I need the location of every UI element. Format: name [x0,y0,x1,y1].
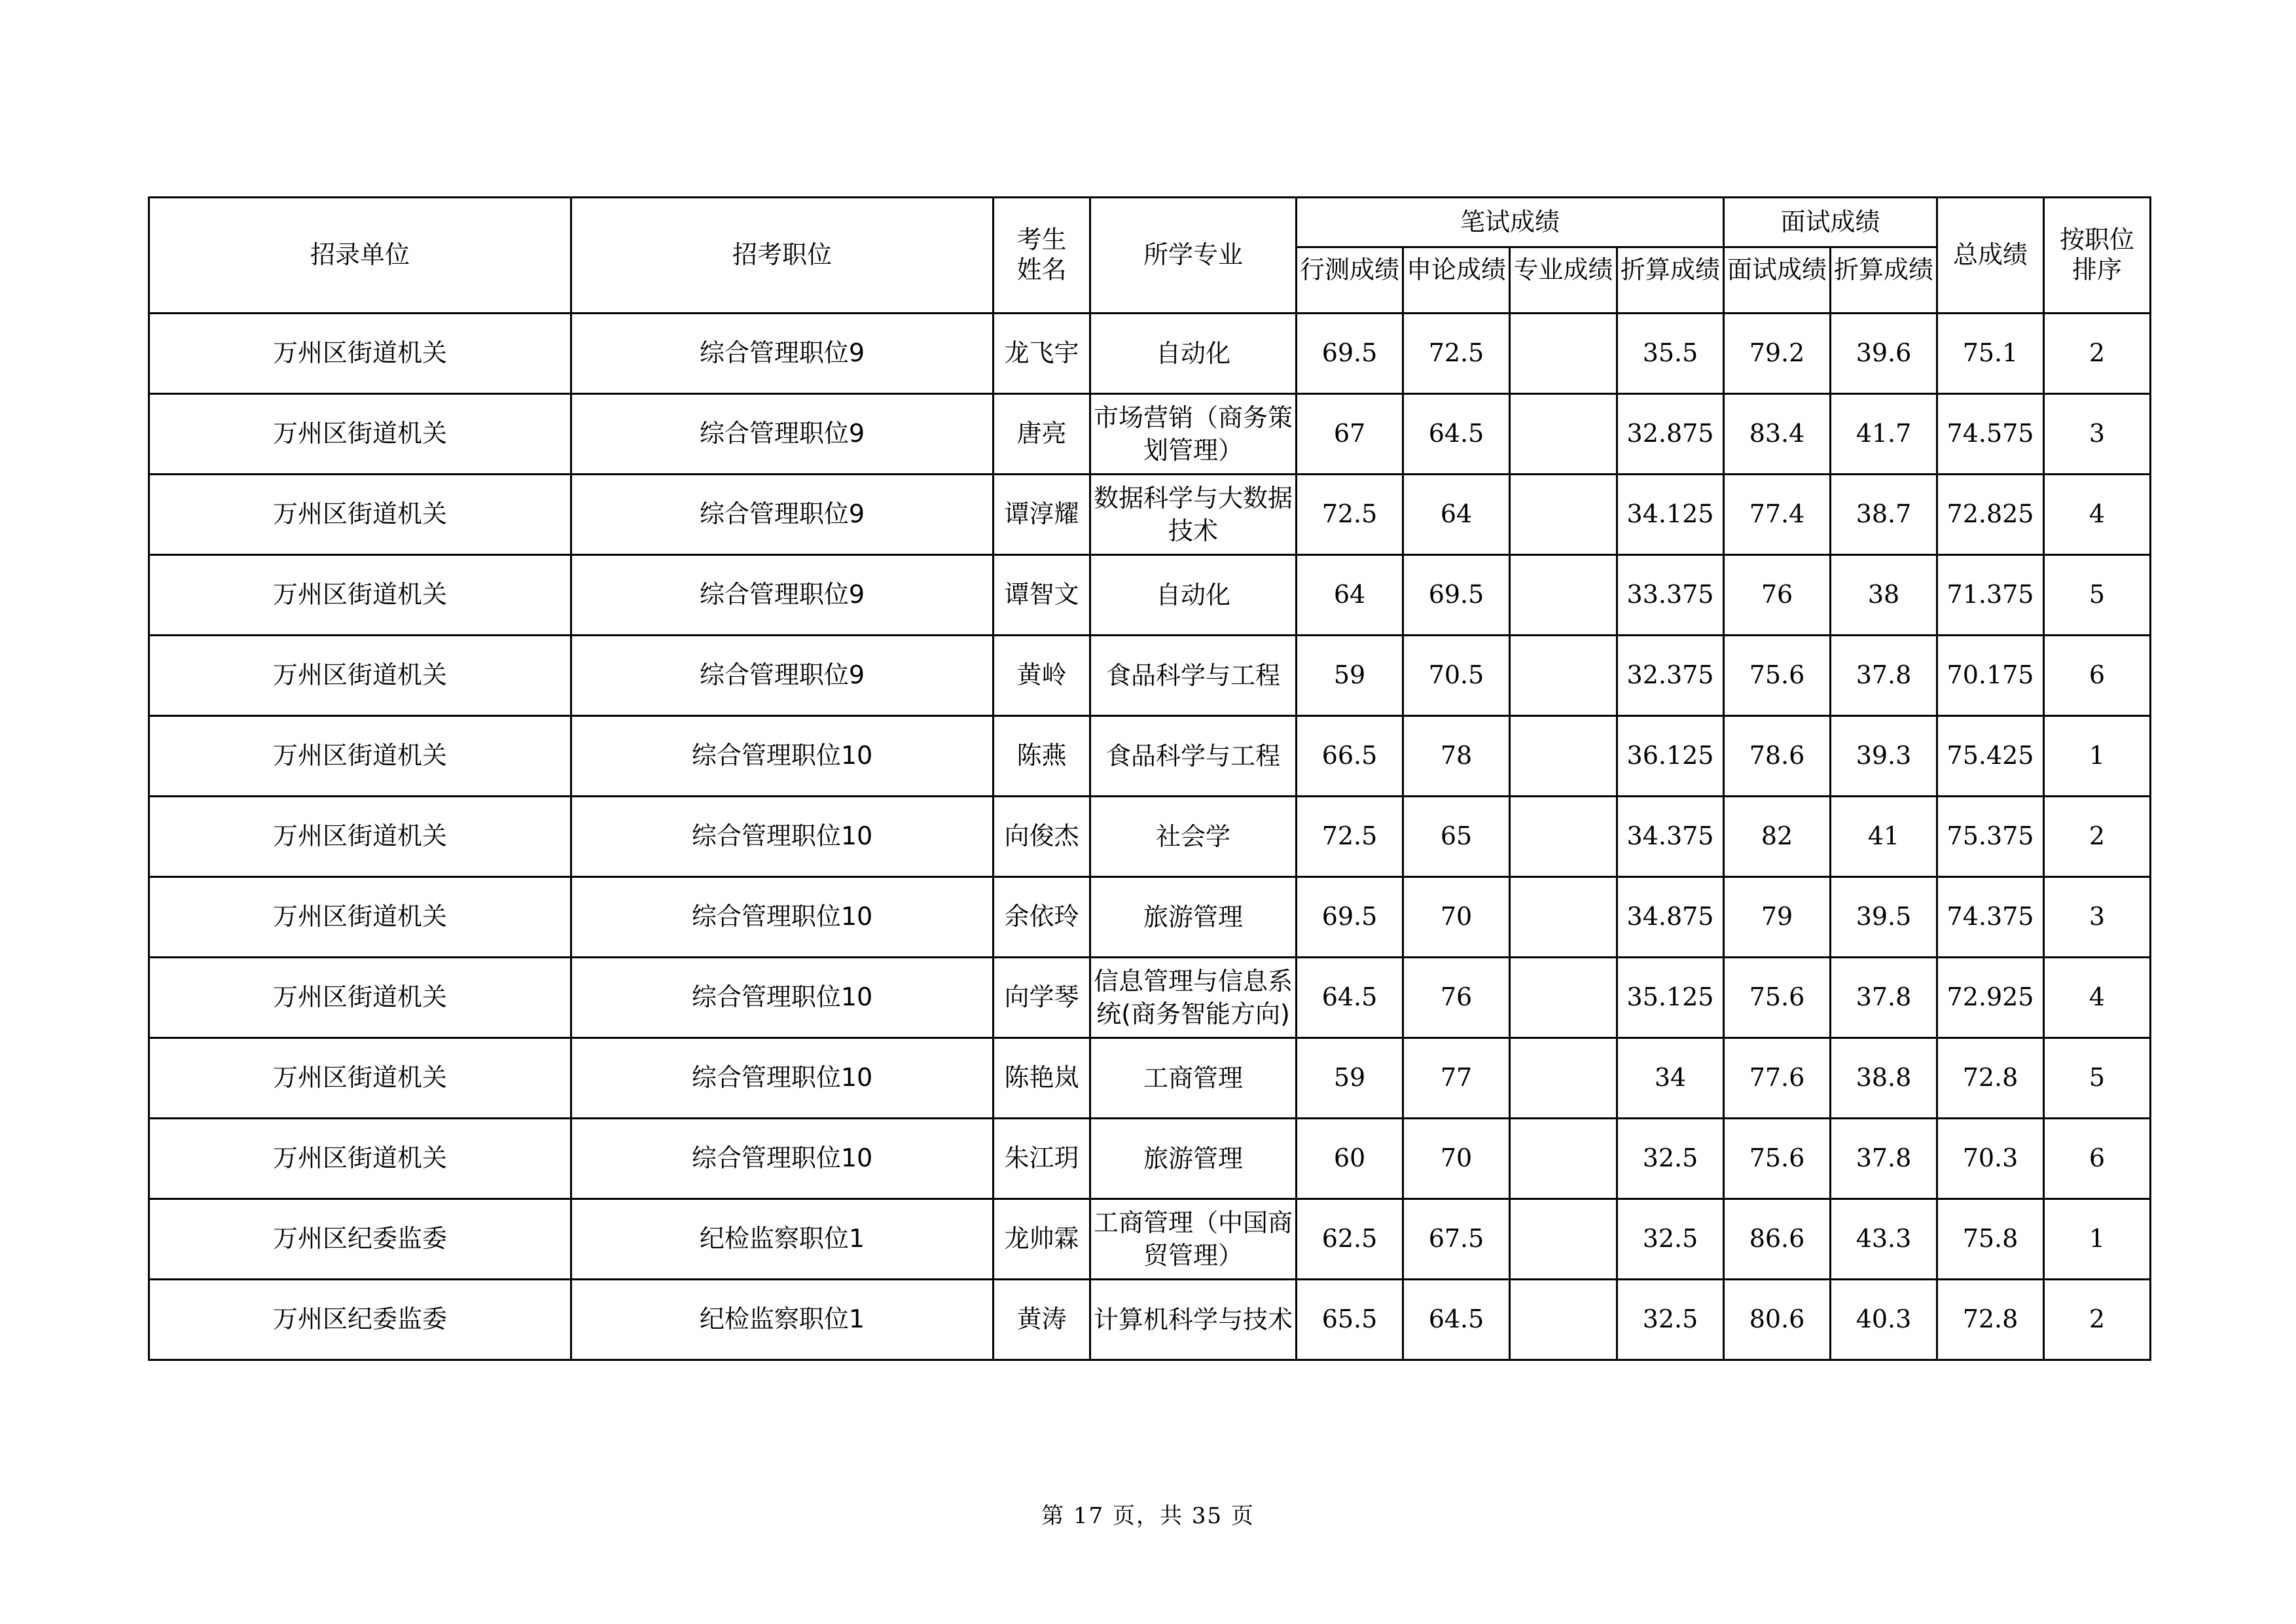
cell-zhuanye [1510,1119,1617,1199]
cell-total: 72.8 [1937,1038,2044,1119]
cell-zhuanye [1510,1199,1617,1280]
table-row [149,1280,2151,1360]
cell-interview-converted: 41 [1831,797,1937,877]
table-row [149,1119,2151,1199]
cell-shenlun: 69.5 [1403,555,1510,636]
cell-interview-converted: 41.7 [1831,394,1937,475]
cell-xingce: 64 [1297,555,1403,636]
cell-zhuanye [1510,877,1617,958]
table-row [149,797,2151,877]
header-unit: 招录单位 [149,198,571,314]
cell-interview-converted: 40.3 [1831,1280,1937,1360]
cell-xingce: 67 [1297,394,1403,475]
cell-name: 陈燕 [994,716,1090,797]
cell-interview: 82 [1724,797,1831,877]
cell-shenlun: 78 [1403,716,1510,797]
cell-total: 74.575 [1937,394,2044,475]
header-xingce: 行测成绩 [1297,247,1403,314]
cell-unit: 万州区街道机关 [149,1038,571,1119]
cell-name: 龙帅霖 [994,1199,1090,1280]
cell-rank: 6 [2044,636,2151,716]
cell-written-converted: 34.375 [1617,797,1724,877]
cell-major: 旅游管理 [1090,1119,1297,1199]
cell-interview: 86.6 [1724,1199,1831,1280]
cell-name: 龙飞宇 [994,314,1090,394]
cell-position: 综合管理职位10 [571,958,994,1038]
cell-xingce: 69.5 [1297,877,1403,958]
cell-total: 72.8 [1937,1280,2044,1360]
cell-interview-converted: 38.7 [1831,475,1937,555]
header-total: 总成绩 [1937,198,2044,314]
cell-position: 纪检监察职位1 [571,1199,994,1280]
header-written-group: 笔试成绩 [1297,198,1724,247]
cell-xingce: 59 [1297,1038,1403,1119]
cell-total: 75.1 [1937,314,2044,394]
cell-rank: 3 [2044,877,2151,958]
cell-interview: 77.6 [1724,1038,1831,1119]
header-shenlun: 申论成绩 [1403,247,1510,314]
cell-major: 工商管理 [1090,1038,1297,1119]
cell-name: 陈艳岚 [994,1038,1090,1119]
cell-major: 数据科学与大数据技术 [1090,475,1297,555]
cell-rank: 5 [2044,555,2151,636]
header-major: 所学专业 [1090,198,1297,314]
cell-major: 食品科学与工程 [1090,716,1297,797]
cell-written-converted: 32.5 [1617,1280,1724,1360]
cell-position: 综合管理职位10 [571,716,994,797]
table-row [149,394,2151,475]
table-row [149,1038,2151,1119]
cell-interview: 75.6 [1724,958,1831,1038]
header-interview-converted: 折算成绩 [1831,247,1937,314]
cell-name: 谭淳耀 [994,475,1090,555]
cell-xingce: 69.5 [1297,314,1403,394]
cell-major: 市场营销（商务策划管理） [1090,394,1297,475]
table-row [149,314,2151,394]
cell-major: 信息管理与信息系统(商务智能方向) [1090,958,1297,1038]
cell-interview: 79 [1724,877,1831,958]
cell-zhuanye [1510,475,1617,555]
cell-xingce: 65.5 [1297,1280,1403,1360]
cell-written-converted: 35.5 [1617,314,1724,394]
cell-interview-converted: 39.5 [1831,877,1937,958]
cell-shenlun: 64 [1403,475,1510,555]
cell-unit: 万州区街道机关 [149,1119,571,1199]
cell-unit: 万州区街道机关 [149,958,571,1038]
cell-unit: 万州区街道机关 [149,716,571,797]
header-position: 招考职位 [571,198,994,314]
cell-rank: 4 [2044,475,2151,555]
cell-unit: 万州区街道机关 [149,314,571,394]
cell-name: 黄涛 [994,1280,1090,1360]
cell-xingce: 72.5 [1297,797,1403,877]
cell-xingce: 60 [1297,1119,1403,1199]
cell-total: 70.3 [1937,1119,2044,1199]
cell-position: 综合管理职位9 [571,314,994,394]
cell-xingce: 72.5 [1297,475,1403,555]
table-body [149,314,2151,1360]
cell-major: 自动化 [1090,314,1297,394]
header-rank: 按职位 排序 [2044,198,2151,314]
cell-unit: 万州区街道机关 [149,475,571,555]
cell-written-converted: 32.5 [1617,1119,1724,1199]
cell-shenlun: 72.5 [1403,314,1510,394]
cell-name: 黄岭 [994,636,1090,716]
cell-unit: 万州区街道机关 [149,636,571,716]
cell-major: 食品科学与工程 [1090,636,1297,716]
table-row [149,877,2151,958]
cell-rank: 4 [2044,958,2151,1038]
cell-zhuanye [1510,797,1617,877]
cell-shenlun: 64.5 [1403,1280,1510,1360]
cell-interview: 78.6 [1724,716,1831,797]
cell-shenlun: 67.5 [1403,1199,1510,1280]
cell-position: 综合管理职位10 [571,1038,994,1119]
cell-interview: 75.6 [1724,636,1831,716]
table-row [149,636,2151,716]
cell-xingce: 62.5 [1297,1199,1403,1280]
cell-interview-converted: 38.8 [1831,1038,1937,1119]
header-interview: 面试成绩 [1724,247,1831,314]
table-row [149,555,2151,636]
cell-rank: 1 [2044,716,2151,797]
cell-position: 综合管理职位9 [571,394,994,475]
cell-major: 旅游管理 [1090,877,1297,958]
cell-zhuanye [1510,394,1617,475]
cell-unit: 万州区纪委监委 [149,1199,571,1280]
cell-name: 向学琴 [994,958,1090,1038]
cell-interview-converted: 37.8 [1831,958,1937,1038]
cell-major: 社会学 [1090,797,1297,877]
cell-interview-converted: 37.8 [1831,1119,1937,1199]
header-name: 考生 姓名 [994,198,1090,314]
cell-zhuanye [1510,314,1617,394]
cell-shenlun: 77 [1403,1038,1510,1119]
cell-zhuanye [1510,555,1617,636]
cell-interview: 79.2 [1724,314,1831,394]
cell-unit: 万州区街道机关 [149,797,571,877]
header-written-converted: 折算成绩 [1617,247,1724,314]
cell-shenlun: 70 [1403,1119,1510,1199]
cell-total: 72.825 [1937,475,2044,555]
cell-interview: 77.4 [1724,475,1831,555]
cell-written-converted: 34.875 [1617,877,1724,958]
cell-zhuanye [1510,1038,1617,1119]
cell-rank: 1 [2044,1199,2151,1280]
cell-total: 75.425 [1937,716,2044,797]
cell-total: 75.375 [1937,797,2044,877]
header-interview-group: 面试成绩 [1724,198,1937,247]
cell-written-converted: 32.5 [1617,1199,1724,1280]
cell-rank: 6 [2044,1119,2151,1199]
cell-xingce: 64.5 [1297,958,1403,1038]
cell-zhuanye [1510,958,1617,1038]
cell-interview: 76 [1724,555,1831,636]
cell-written-converted: 34 [1617,1038,1724,1119]
cell-interview-converted: 43.3 [1831,1199,1937,1280]
cell-shenlun: 76 [1403,958,1510,1038]
cell-position: 综合管理职位9 [571,475,994,555]
cell-position: 综合管理职位10 [571,877,994,958]
cell-total: 70.175 [1937,636,2044,716]
cell-position: 综合管理职位10 [571,797,994,877]
page-footer: 第 17 页，共 35 页 [1041,1503,1255,1529]
table-row [149,716,2151,797]
cell-position: 综合管理职位10 [571,1119,994,1199]
table-row [149,958,2151,1038]
cell-total: 75.8 [1937,1199,2044,1280]
cell-total: 72.925 [1937,958,2044,1038]
cell-shenlun: 64.5 [1403,394,1510,475]
cell-unit: 万州区街道机关 [149,394,571,475]
cell-interview-converted: 39.6 [1831,314,1937,394]
cell-shenlun: 70 [1403,877,1510,958]
cell-position: 纪检监察职位1 [571,1280,994,1360]
cell-unit: 万州区街道机关 [149,555,571,636]
cell-shenlun: 65 [1403,797,1510,877]
cell-major: 工商管理（中国商贸管理） [1090,1199,1297,1280]
cell-name: 朱江玥 [994,1119,1090,1199]
cell-total: 74.375 [1937,877,2044,958]
cell-name: 余依玲 [994,877,1090,958]
cell-shenlun: 70.5 [1403,636,1510,716]
cell-interview: 80.6 [1724,1280,1831,1360]
cell-total: 71.375 [1937,555,2044,636]
cell-xingce: 59 [1297,636,1403,716]
score-table [148,196,2151,1361]
table-row [149,1199,2151,1280]
cell-rank: 2 [2044,314,2151,394]
cell-major: 自动化 [1090,555,1297,636]
cell-unit: 万州区纪委监委 [149,1280,571,1360]
cell-rank: 3 [2044,394,2151,475]
cell-name: 唐亮 [994,394,1090,475]
cell-written-converted: 32.375 [1617,636,1724,716]
cell-interview-converted: 37.8 [1831,636,1937,716]
cell-interview: 75.6 [1724,1119,1831,1199]
cell-rank: 5 [2044,1038,2151,1119]
cell-name: 向俊杰 [994,797,1090,877]
cell-interview-converted: 39.3 [1831,716,1937,797]
cell-interview-converted: 38 [1831,555,1937,636]
header-zhuanye: 专业成绩 [1510,247,1617,314]
cell-unit: 万州区街道机关 [149,877,571,958]
cell-major: 计算机科学与技术 [1090,1280,1297,1360]
cell-xingce: 66.5 [1297,716,1403,797]
cell-rank: 2 [2044,797,2151,877]
cell-position: 综合管理职位9 [571,636,994,716]
cell-written-converted: 36.125 [1617,716,1724,797]
cell-interview: 83.4 [1724,394,1831,475]
cell-rank: 2 [2044,1280,2151,1360]
table-row [149,475,2151,555]
cell-written-converted: 32.875 [1617,394,1724,475]
cell-position: 综合管理职位9 [571,555,994,636]
cell-name: 谭智文 [994,555,1090,636]
cell-zhuanye [1510,716,1617,797]
cell-zhuanye [1510,1280,1617,1360]
cell-written-converted: 33.375 [1617,555,1724,636]
cell-written-converted: 34.125 [1617,475,1724,555]
cell-zhuanye [1510,636,1617,716]
cell-written-converted: 35.125 [1617,958,1724,1038]
